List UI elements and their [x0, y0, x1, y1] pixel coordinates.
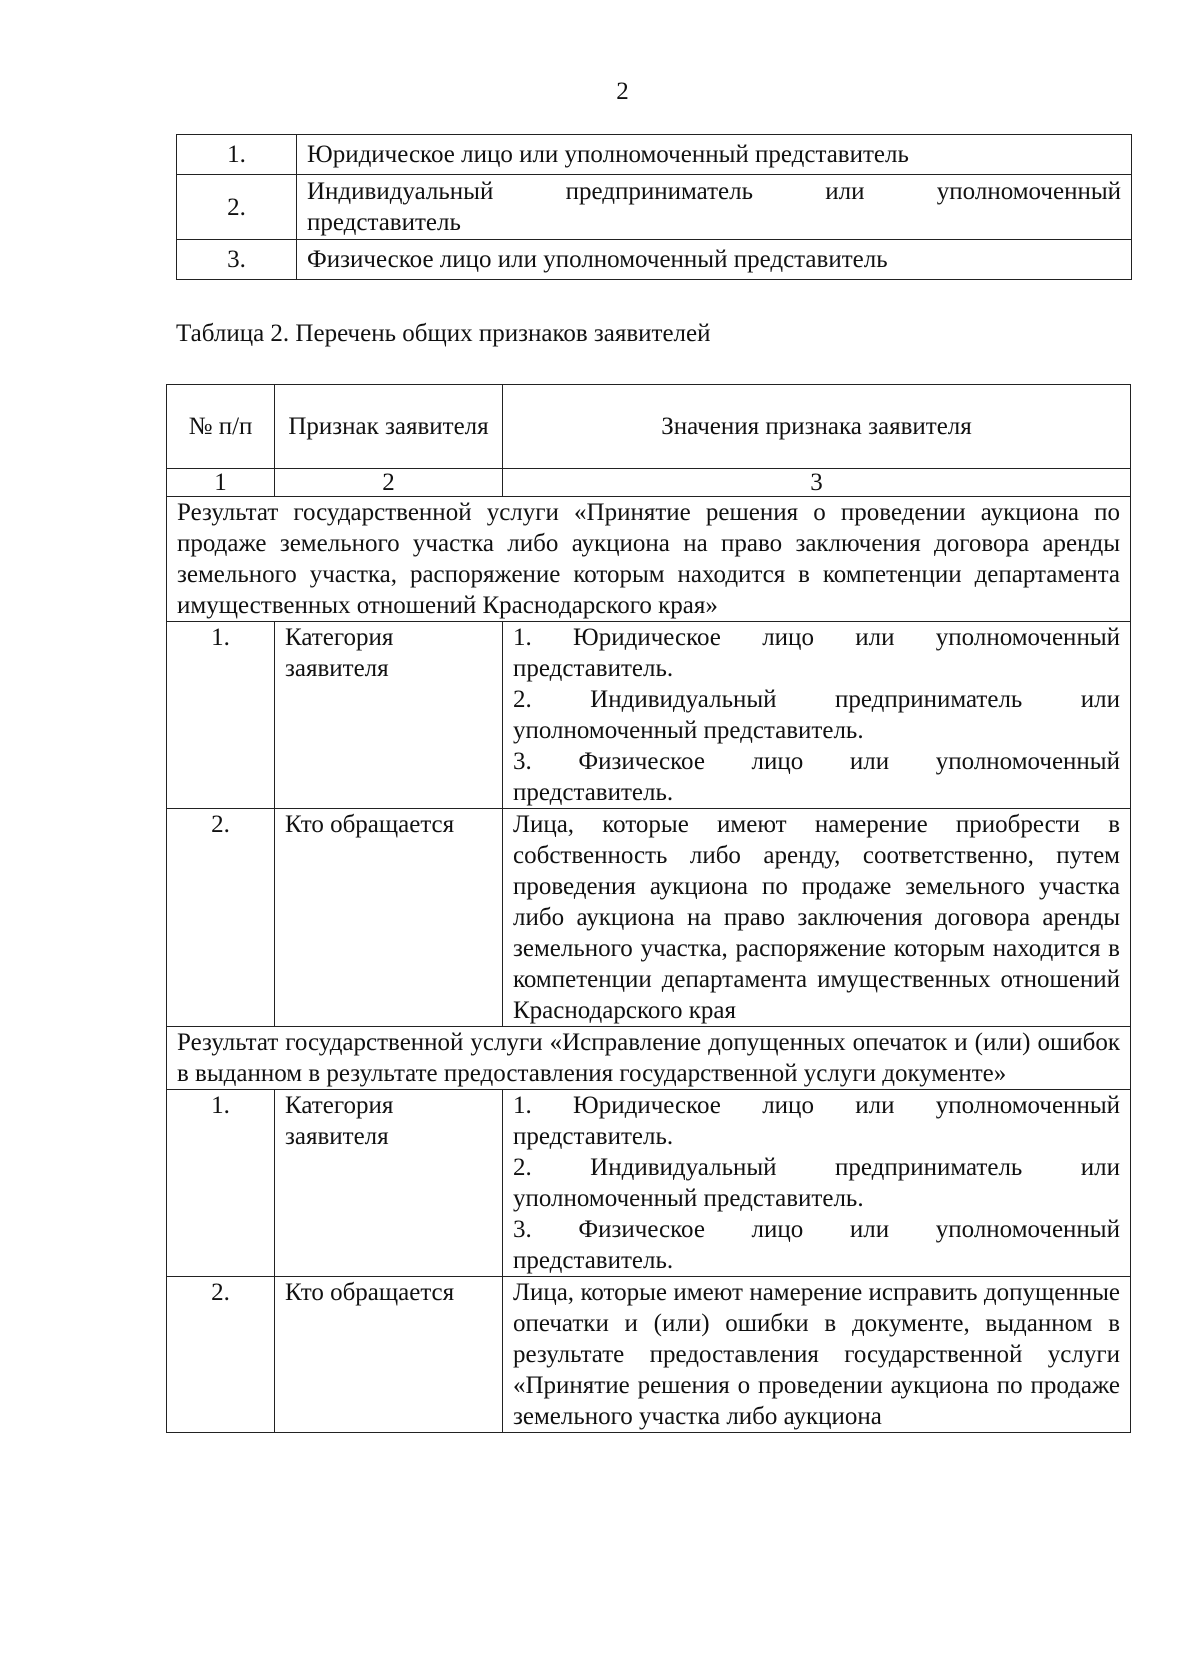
applicants-table — [176, 134, 1132, 280]
row-text: Юридическое лицо или уполномоченный представитель — [297, 135, 1132, 175]
row-number: 1. — [167, 622, 275, 809]
value-item: 3. Физическое лицо или уполномоченный представитель. — [513, 1216, 1120, 1274]
row-number: 2. — [167, 1277, 275, 1433]
table-row — [177, 175, 1132, 240]
row-label: Категория заявителя — [275, 622, 503, 809]
section-title: Результат государственной услуги «Принятие решения о проведении аукциона по продаже земельного участка либо аукциона на право заключения договора аренды земельного участка, распоряжение которым находится в компетенции департамента имущественных отношений Краснодарского края» — [167, 497, 1131, 622]
table-row — [167, 622, 1131, 809]
row-text — [297, 175, 1132, 240]
value-item: 2. Индивидуальный предприниматель или уполномоченный представитель. — [513, 686, 1120, 744]
section-title: Результат государственной услуги «Исправление допущенных опечаток и (или) ошибок в выданном в результате предоставления государственной услуги документе» — [167, 1027, 1131, 1090]
attributes-table — [166, 384, 1131, 1433]
value-item: 3. Физическое лицо или уполномоченный представитель. — [513, 748, 1120, 806]
row-label: Категория заявителя — [275, 1090, 503, 1277]
row-number: 1. — [167, 1090, 275, 1277]
value-item: 1. Юридическое лицо или уполномоченный представитель. — [513, 1092, 1120, 1150]
header-row — [167, 385, 1131, 469]
table-caption: Таблица 2. Перечень общих признаков заявителей — [176, 320, 711, 347]
row-number: 3. — [177, 240, 297, 280]
index-cell: 2 — [275, 469, 503, 497]
section-row — [167, 1027, 1131, 1090]
header-num: № п/п — [167, 385, 275, 469]
value-item: 2. Индивидуальный предприниматель или уполномоченный представитель. — [513, 1154, 1120, 1212]
table-row — [167, 1090, 1131, 1277]
row-number: 2. — [167, 809, 275, 1027]
row-number: 1. — [177, 135, 297, 175]
row-text-line: Индивидуальный предприниматель или уполномоченный — [307, 178, 1121, 205]
row-label: Кто обращается — [275, 1277, 503, 1433]
index-cell: 1 — [167, 469, 275, 497]
row-values — [503, 1090, 1131, 1277]
row-text: Физическое лицо или уполномоченный представитель — [297, 240, 1132, 280]
row-text-line: представитель — [307, 209, 461, 236]
section-row — [167, 497, 1131, 622]
table-row — [167, 809, 1131, 1027]
header-values: Значения признака заявителя — [503, 385, 1131, 469]
index-row — [167, 469, 1131, 497]
table-row — [167, 1277, 1131, 1433]
table-row — [177, 240, 1132, 280]
index-cell: 3 — [503, 469, 1131, 497]
row-values — [503, 622, 1131, 809]
value-item: 1. Юридическое лицо или уполномоченный представитель. — [513, 624, 1120, 682]
row-number: 2. — [177, 175, 297, 240]
row-label: Кто обращается — [275, 809, 503, 1027]
row-value: Лица, которые имеют намерение исправить допущенные опечатки и (или) ошибки в документе, выданном в результате предоставления государственной услуги «Принятие решения о проведении аукциона по продаже земельного участка либо аукциона — [503, 1277, 1131, 1433]
header-attribute: Признак заявителя — [275, 385, 503, 469]
table-row — [177, 135, 1132, 175]
row-value: Лица, которые имеют намерение приобрести в собственность либо аренду, соответственно, путем проведения аукциона по продаже земельного участка либо аукциона на право заключения договора аренды земельного участка, распоряжение которым находится в компетенции департамента имущественных отношений Краснодарского края — [503, 809, 1131, 1027]
page-number: 2 — [616, 78, 629, 105]
